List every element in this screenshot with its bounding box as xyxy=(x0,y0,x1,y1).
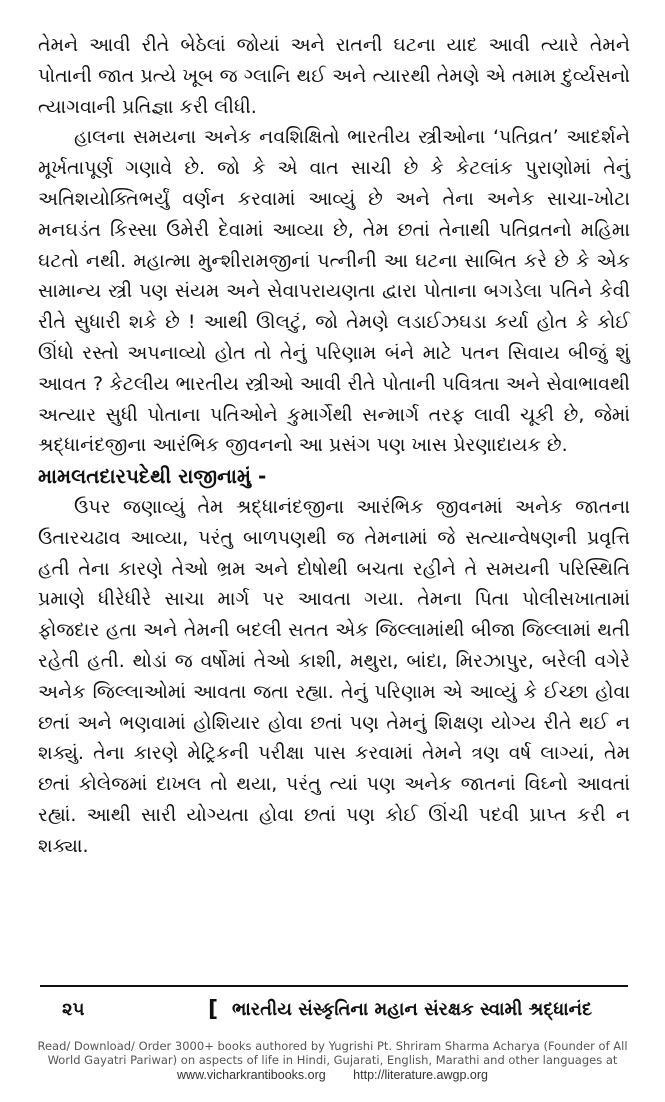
body-text xyxy=(38,30,630,862)
website-links xyxy=(0,1068,665,1082)
running-footer xyxy=(40,999,628,1029)
book-title: ભારતીય સંસ્કૃતિના મહાન સંરક્ષક સ્વામી શ્રદ્ધાનંદ xyxy=(232,999,593,1020)
credit-note xyxy=(0,1039,665,1067)
section-heading: મામલતદારપદેથી રાજીનામું - xyxy=(38,464,267,489)
paragraph-2: હાલના સમયના અનેક નવશિક્ષિતો ભારતીય સ્ત્રીઓના ‘પતિવ્રત’ આદર્શને મૂર્ખતાપૂર્ણ ગણાવે છે. જો કે એ વાત સાચી છે કે કેટલાંક પુરાણોમાં તેનું અતિશયોક્તિભર્યું વર્ણન કરવામાં આવ્યું છે અને તેના અનેક સાચા-ખોટા મનઘડંત કિસ્સા ઉમેરી દેવામાં આવ્યા છે, તેમ છતાં તેનાથી પતિવ્રતનો મહિમા ઘટતો નથી. મહાત્મા મુન્શીરામજીનાં પત્નીની આ ઘટના સાબિત કરે છે કે એક સામાન્ય સ્ત્રી પણ સંયમ અને સેવાપરાયણતા દ્વારા પોતાના બગડેલા પતિને કેવી રીતે સુધારી શકે છે ! આથી ઊલટું, જો તેમણે લડાઈઝઘડા કર્યા હોત કે કોઈ ઊંધો રસ્તો અપનાવ્યો હોત તો તેનું પરિણામ બંને માટે પતન સિવાય બીજું શું આવત ? કેટલીય ભારતીય સ્ત્રીઓ આવી રીતે પોતાની પવિત્રતા અને સેવાભાવથી અત્યાર સુધી પોતાના પતિઓને કુમાર્ગેથી સન્માર્ગ તરફ લાવી ચૂકી છે, જેમાં શ્રદ્ધાનંદજીના આરંભિક જીવનનો આ પ્રસંગ પણ ખાસ પ્રેરણાદાયક છે. xyxy=(38,126,630,457)
paragraph-1: તેમને આવી રીતે બેઠેલાં જોયાં અને રાતની ઘટના યાદ આવી ત્યારે તેમને પોતાની જાત પ્રત્યે ખૂબ જ ગ્લાનિ થઈ અને ત્યારથી તેમણે એ તમામ દુર્વ્યસનો ત્યાગવાની પ્રતિજ્ઞા કરી લીધી. xyxy=(38,34,630,118)
awgp-link[interactable]: http://literature.awgp.org xyxy=(353,1068,488,1082)
footer-divider xyxy=(40,985,628,987)
vicharkranti-link[interactable]: www.vicharkrantibooks.org xyxy=(177,1068,326,1082)
credit-line-2: World Gayatri Pariwar) on aspects of life in Hindi, Gujarati, English, Marathi and other languages at xyxy=(47,1053,618,1067)
credit-line-1: Read/ Download/ Order 3000+ books authored by Yugrishi Pt. Shriram Sharma Acharya (Founder of All xyxy=(37,1039,628,1053)
page-number: ૨૫ xyxy=(62,999,85,1020)
footer-bracket: [ xyxy=(208,997,219,1022)
paragraph-3: ઉપર જણાવ્યું તેમ શ્રદ્ધાનંદજીના આરંભિક જીવનમાં અનેક જાતના ઉતારચઢાવ આવ્યા, પરંતુ બાળપણથી જ તેમનામાં જે સત્યાન્વેષણની પ્રવૃત્તિ હતી તેના કારણે તેઓ ભ્રમ અને દોષોથી બચતા રહીને તે સમયની પરિસ્થિતિ પ્રમાણે ધીરેધીરે સાચા માર્ગ પર આવતા ગયા. તેમના પિતા પોલીસખાતામાં ફોજદાર હતા અને તેમની બદલી સતત એક જિલ્લામાંથી બીજા જિલ્લામાં થતી રહેતી હતી. થોડાં જ વર્ષોમાં તેઓ કાશી, મથુરા, બાંદા, મિરઝાપુર, બરેલી વગેરે અનેક જિલ્લાઓમાં આવતા જતા રહ્યા. તેનું પરિણામ એ આવ્યું કે ઈચ્છા હોવા છતાં અને ભણવામાં હોશિયાર હોવા છતાં પણ તેમનું શિક્ષણ યોગ્ય રીતે થઈ ન શક્યું. તેના કારણે મેટ્રિકની પરીક્ષા પાસ કરવામાં તેમને ત્રણ વર્ષ લાગ્યાં, તેમ છતાં કોલેજમાં દાખલ તો થયા, પરંતુ ત્યાં પણ અનેક જાતનાં વિઘ્નો આવતાં રહ્યાં. આથી સારી યોગ્યતા હોવા છતાં પણ કોઈ ઊંચી પદવી પ્રાપ્ત કરી ન શક્યા. xyxy=(38,495,630,857)
